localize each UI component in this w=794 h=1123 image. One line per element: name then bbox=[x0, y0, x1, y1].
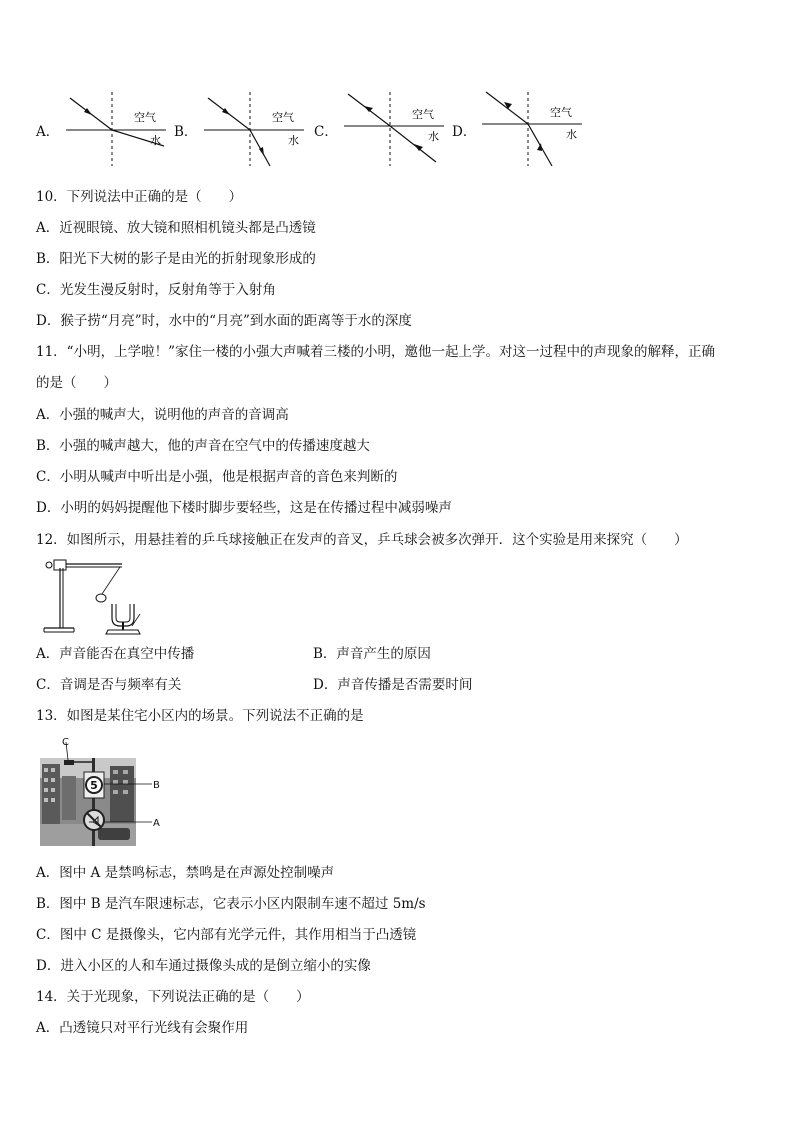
air-label: 空气 bbox=[134, 111, 156, 124]
refraction-diagram-b bbox=[200, 88, 310, 168]
q12-option-a[interactable]: A．声音能否在真空中传播 bbox=[36, 646, 195, 662]
tuning-fork-apparatus bbox=[40, 558, 160, 636]
q9-options bbox=[36, 88, 596, 178]
q11-option-d[interactable]: D．小明的妈妈提醒他下楼时脚步要轻些，这是在传播过程中减弱噪声 bbox=[36, 500, 452, 516]
q11-option-b[interactable]: B．小强的喊声越大，他的声音在空气中的传播速度越大 bbox=[36, 438, 370, 454]
q11-stem-continued: 的是（ ） bbox=[36, 375, 117, 391]
speed-limit-number: 5 bbox=[90, 779, 98, 792]
q13-option-a[interactable]: A．图中 A 是禁鸣标志，禁鸣是在声源处控制噪声 bbox=[36, 865, 335, 881]
q14-option-a[interactable]: A．凸透镜只对平行光线有会聚作用 bbox=[36, 1020, 249, 1036]
q11-option-c[interactable]: C．小明从喊声中听出是小强，他是根据声音的音色来判断的 bbox=[36, 469, 398, 485]
water-label: 水 bbox=[288, 134, 299, 147]
q13-option-c[interactable]: C．图中 C 是摄像头，它内部有光学元件，其作用相当于凸透镜 bbox=[36, 927, 417, 943]
q11-stem: 11．“小明，上学啦！”家住一楼的小强大声喊着三楼的小明，邀他一起上学。对这一过程中的声现象的解释，正确 bbox=[36, 344, 715, 360]
q10-stem: 10．下列说法中正确的是（ ） bbox=[36, 189, 243, 205]
air-label: 空气 bbox=[272, 111, 294, 124]
q10-option-c[interactable]: C．光发生漫反射时，反射角等于入射角 bbox=[36, 282, 276, 298]
q14-stem: 14．关于光现象，下列说法正确的是（ ） bbox=[36, 989, 310, 1005]
water-label: 水 bbox=[566, 128, 577, 141]
refraction-diagram-a bbox=[62, 88, 172, 168]
q12-option-d[interactable]: D．声音传播是否需要时间 bbox=[313, 677, 473, 693]
option-letter: B． bbox=[174, 124, 198, 140]
water-label: 水 bbox=[428, 130, 439, 143]
label-a: A bbox=[153, 818, 160, 829]
label-b: B bbox=[153, 780, 160, 791]
q12-stem: 12．如图所示，用悬挂着的乒乓球接触正在发声的音叉，乒乓球会被多次弹开．这个实验是用来探究（ ） bbox=[36, 532, 688, 548]
option-letter: A． bbox=[36, 124, 60, 140]
refraction-diagram-c bbox=[340, 88, 450, 168]
q12-option-c[interactable]: C．音调是否与频率有关 bbox=[36, 677, 182, 693]
option-letter: C． bbox=[314, 124, 338, 140]
q13-option-d[interactable]: D．进入小区的人和车通过摄像头成的是倒立缩小的实像 bbox=[36, 958, 371, 974]
q10-option-d[interactable]: D．猴子捞“月亮”时，水中的“月亮”到水面的距离等于水的深度 bbox=[36, 313, 412, 329]
water-label: 水 bbox=[150, 134, 161, 147]
q13-option-b[interactable]: B．图中 B 是汽车限速标志，它表示小区内限制车速不超过 5m/s bbox=[36, 896, 426, 912]
option-letter: D． bbox=[452, 124, 477, 140]
q10-option-a[interactable]: A．近视眼镜、放大镜和照相机镜头都是凸透镜 bbox=[36, 220, 316, 236]
q11-option-a[interactable]: A．小强的喊声大，说明他的声音的音调高 bbox=[36, 407, 289, 423]
refraction-diagram-d bbox=[478, 88, 588, 168]
q10-option-b[interactable]: B．阳光下大树的影子是由光的折射现象形成的 bbox=[36, 251, 316, 267]
residential-scene-photo bbox=[38, 736, 168, 848]
air-label: 空气 bbox=[412, 108, 434, 121]
q12-option-b[interactable]: B．声音产生的原因 bbox=[313, 646, 431, 662]
label-c: C bbox=[62, 737, 69, 748]
air-label: 空气 bbox=[550, 106, 572, 119]
q13-stem: 13．如图是某住宅小区内的场景。下列说法不正确的是 bbox=[36, 708, 364, 724]
